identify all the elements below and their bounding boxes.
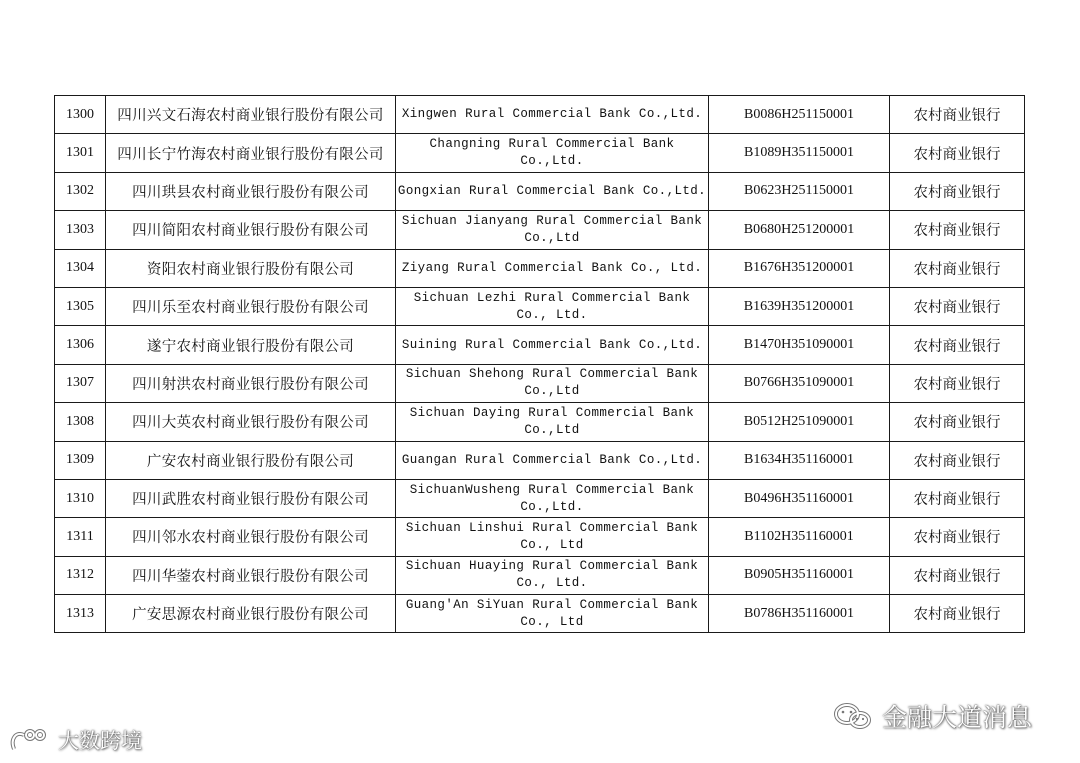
institution-type: 农村商业银行 [890,403,1025,441]
bank-name-english: Sichuan Shehong Rural Commercial Bank Co.,Ltd [396,364,709,402]
institution-code: B0623H251150001 [709,172,890,210]
bank-name-english: Gongxian Rural Commercial Bank Co.,Ltd. [396,172,709,210]
table-row [55,556,1025,594]
table-row [55,595,1025,633]
bank-name-chinese: 四川武胜农村商业银行股份有限公司 [106,479,396,517]
table-row [55,96,1025,134]
bank-name-english: Changning Rural Commercial Bank Co.,Ltd. [396,134,709,172]
bank-name-english: Ziyang Rural Commercial Bank Co., Ltd. [396,249,709,287]
bank-name-english: Guang'An SiYuan Rural Commercial Bank Co., Ltd [396,595,709,633]
bank-name-english: Sichuan Linshui Rural Commercial Bank Co., Ltd [396,518,709,556]
bank-name-chinese: 资阳农村商业银行股份有限公司 [106,249,396,287]
table-row [55,403,1025,441]
bank-name-english: Sichuan Daying Rural Commercial Bank Co.,Ltd [396,403,709,441]
bank-name-english: Sichuan Huaying Rural Commercial Bank Co., Ltd. [396,556,709,594]
bank-name-english: Suining Rural Commercial Bank Co.,Ltd. [396,326,709,364]
institution-type: 农村商业银行 [890,556,1025,594]
institution-code: B1639H351200001 [709,287,890,325]
institution-code: B1102H351160001 [709,518,890,556]
row-number: 1300 [55,96,106,134]
table-row [55,134,1025,172]
institution-code: B0512H251090001 [709,403,890,441]
bank-name-chinese: 四川华蓥农村商业银行股份有限公司 [106,556,396,594]
institution-type: 农村商业银行 [890,518,1025,556]
watermark-weibo [8,725,142,755]
institution-code: B0086H251150001 [709,96,890,134]
institution-type: 农村商业银行 [890,441,1025,479]
bank-name-chinese: 广安思源农村商业银行股份有限公司 [106,595,396,633]
table-row [55,172,1025,210]
institution-type: 农村商业银行 [890,364,1025,402]
institution-code: B0496H351160001 [709,479,890,517]
bank-name-chinese: 四川邻水农村商业银行股份有限公司 [106,518,396,556]
bank-name-chinese: 四川长宁竹海农村商业银行股份有限公司 [106,134,396,172]
row-number: 1303 [55,211,106,249]
row-number: 1304 [55,249,106,287]
bank-name-chinese: 四川射洪农村商业银行股份有限公司 [106,364,396,402]
institution-type: 农村商业银行 [890,287,1025,325]
row-number: 1310 [55,479,106,517]
row-number: 1306 [55,326,106,364]
institution-code: B1634H351160001 [709,441,890,479]
watermark-right-text: 金融大道消息 [882,703,1033,732]
bank-name-chinese: 四川兴文石海农村商业银行股份有限公司 [106,96,396,134]
bank-name-english: Sichuan Lezhi Rural Commercial Bank Co., Ltd. [396,287,709,325]
watermark-wechat [832,698,1032,734]
table-row [55,287,1025,325]
bank-name-english: Guangan Rural Commercial Bank Co.,Ltd. [396,441,709,479]
row-number: 1305 [55,287,106,325]
table-row [55,211,1025,249]
institution-code: B1089H351150001 [709,134,890,172]
table-row [55,249,1025,287]
bank-name-english: SichuanWusheng Rural Commercial Bank Co.,Ltd. [396,479,709,517]
table-row [55,518,1025,556]
weibo-icon [8,725,52,755]
table-row [55,441,1025,479]
institution-type: 农村商业银行 [890,211,1025,249]
bank-name-english: Xingwen Rural Commercial Bank Co.,Ltd. [396,96,709,134]
table-row [55,364,1025,402]
bank-name-chinese: 四川珙县农村商业银行股份有限公司 [106,172,396,210]
institution-type: 农村商业银行 [890,595,1025,633]
bank-name-chinese: 四川乐至农村商业银行股份有限公司 [106,287,396,325]
bank-list-table [54,95,1025,633]
institution-code: B1470H351090001 [709,326,890,364]
institution-type: 农村商业银行 [890,479,1025,517]
institution-code: B1676H351200001 [709,249,890,287]
institution-code: B0766H351090001 [709,364,890,402]
row-number: 1302 [55,172,106,210]
bank-name-english: Sichuan Jianyang Rural Commercial Bank Co.,Ltd [396,211,709,249]
row-number: 1309 [55,441,106,479]
watermark-left-text: 大数跨境 [58,729,142,753]
bank-name-chinese: 四川大英农村商业银行股份有限公司 [106,403,396,441]
institution-code: B0786H351160001 [709,595,890,633]
row-number: 1307 [55,364,106,402]
row-number: 1312 [55,556,106,594]
row-number: 1308 [55,403,106,441]
bank-name-chinese: 四川简阳农村商业银行股份有限公司 [106,211,396,249]
institution-code: B0680H251200001 [709,211,890,249]
row-number: 1313 [55,595,106,633]
institution-type: 农村商业银行 [890,326,1025,364]
institution-type: 农村商业银行 [890,249,1025,287]
wechat-icon [832,701,876,731]
bank-name-chinese: 广安农村商业银行股份有限公司 [106,441,396,479]
institution-type: 农村商业银行 [890,96,1025,134]
institution-type: 农村商业银行 [890,134,1025,172]
bank-name-chinese: 遂宁农村商业银行股份有限公司 [106,326,396,364]
table-row [55,326,1025,364]
institution-code: B0905H351160001 [709,556,890,594]
row-number: 1301 [55,134,106,172]
row-number: 1311 [55,518,106,556]
table-row [55,479,1025,517]
institution-type: 农村商业银行 [890,172,1025,210]
